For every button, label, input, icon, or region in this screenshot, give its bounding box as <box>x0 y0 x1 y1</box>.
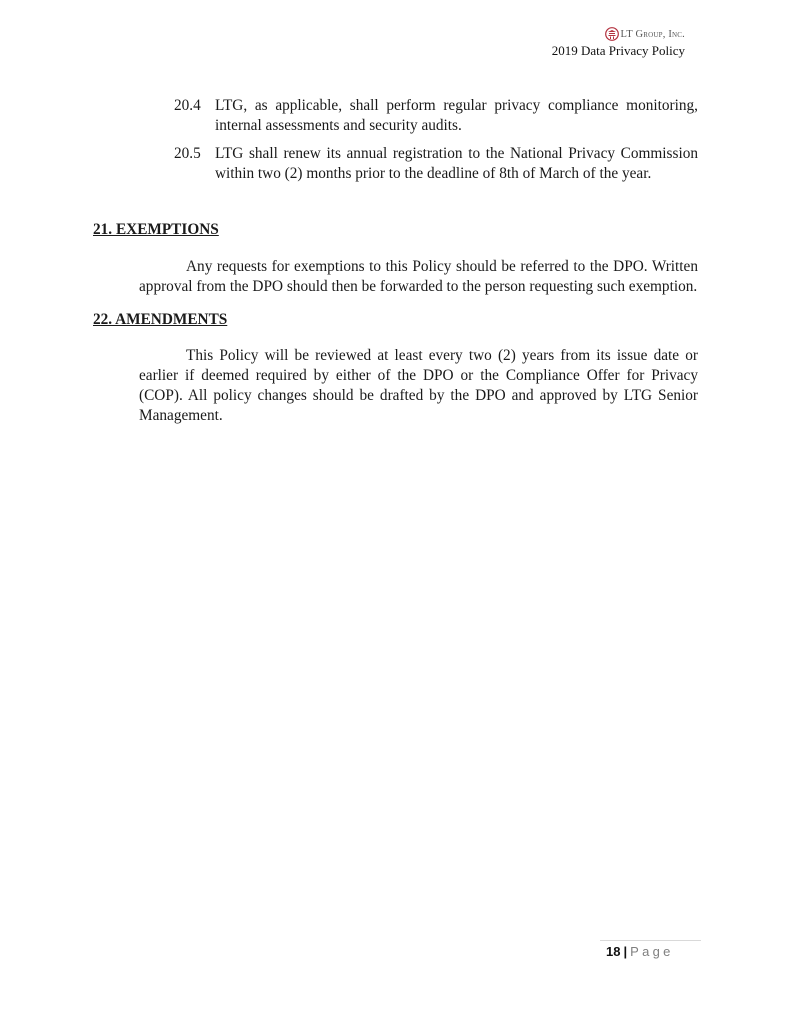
amendments-paragraph: This Policy will be reviewed at least every two (2) years from its issue date or earlier if deemed required by either of the DPO or the Compliance Offer for Privacy (COP). All policy changes should be drafted by the DPO and approved by LTG Senior Management. <box>139 347 698 424</box>
page-footer <box>606 944 674 959</box>
page-label: Page <box>630 944 674 959</box>
clause-text: LTG shall renew its annual registration to the National Privacy Commission within two (2) months prior to the deadline of 8th of March of the year. <box>215 145 698 182</box>
exemptions-paragraph: Any requests for exemptions to this Policy should be referred to the DPO. Written approval from the DPO should then be forwarded to the person requesting such exemption. <box>139 258 698 295</box>
clause-number: 20.5 <box>174 145 201 162</box>
footer-divider <box>600 940 701 941</box>
clause-text: LTG, as applicable, shall perform regular privacy compliance monitoring, internal assessments and security audits. <box>215 97 698 134</box>
company-logo <box>552 26 685 42</box>
footer-separator: | <box>623 944 628 959</box>
company-name: LT Group, Inc. <box>620 28 685 40</box>
section-heading-exemptions: 21. EXEMPTIONS <box>93 221 219 238</box>
clause-number: 20.4 <box>174 97 201 114</box>
pagoda-logo-icon <box>605 27 619 41</box>
page-number: 18 <box>606 944 621 959</box>
document-title: 2019 Data Privacy Policy <box>551 43 685 58</box>
clause-20-5 <box>174 144 698 184</box>
clause-20-4 <box>174 96 698 136</box>
section-heading-amendments: 22. AMENDMENTS <box>93 311 228 328</box>
page-header <box>552 26 685 59</box>
